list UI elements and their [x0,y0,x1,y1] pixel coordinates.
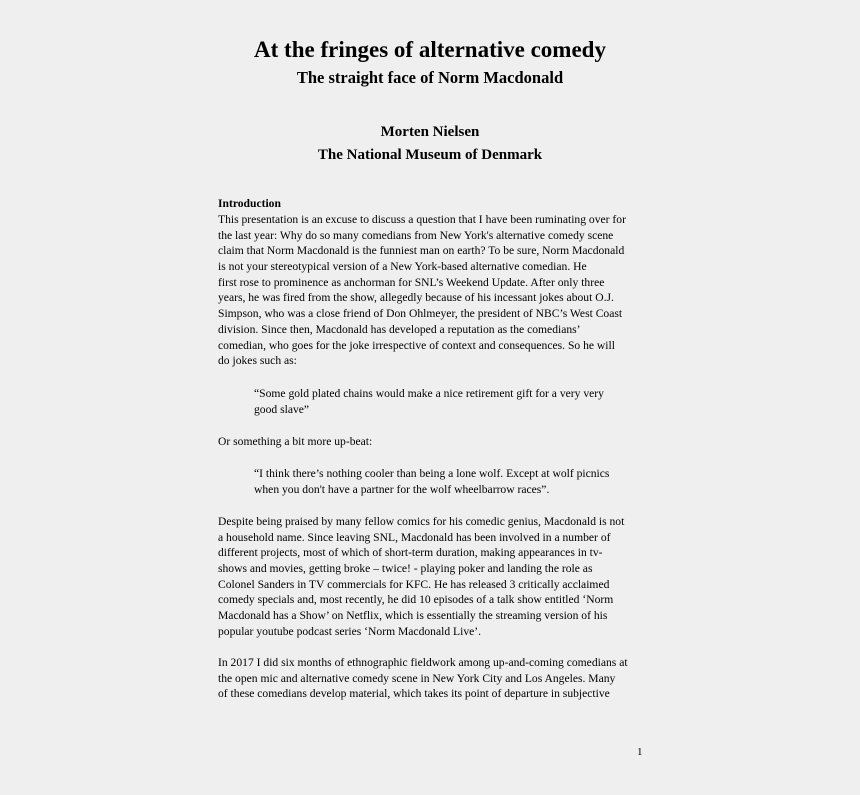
paragraph-line: different projects, most of which of short-term duration, making appearances in tv- [218,546,603,560]
block-quote-1 [254,386,604,417]
paragraph-2 [218,514,624,640]
quote-line: “I think there’s nothing cooler than being a lone wolf. Except at wolf picnics [254,467,610,480]
paragraph-line: popular youtube podcast series ‘Norm Macdonald Live’. [218,624,482,638]
paragraph-line: of these comedians develop material, which takes its point of departure in subjective [218,687,610,701]
paragraph-line: the open mic and alternative comedy scene in New York City and Los Angeles. Many [218,671,616,685]
section-heading-introduction: Introduction [218,197,281,210]
paragraph-line: is not your stereotypical version of a New York-based alternative comedian. He [218,260,587,274]
paragraph-line: a household name. Since leaving SNL, Macdonald has been involved in a number of [218,530,611,544]
paragraph-line: In 2017 I did six months of ethnographic fieldwork among up-and-coming comedians at [218,656,628,669]
block-quote-2 [254,466,609,497]
paragraph-line: Colonel Sanders in TV commercials for KFC. He has released 3 critically acclaimed [218,577,610,591]
paragraph-line: Despite being praised by many fellow comics for his comedic genius, Macdonald is not [218,515,625,528]
document-title: At the fringes of alternative comedy [254,37,606,62]
quote-line: “Some gold plated chains would make a nice retirement gift for a very very [254,387,604,400]
paragraph-line: comedian, who goes for the joke irrespective of context and consequences. So he will [218,338,615,352]
paragraph-line: years, he was fired from the show, allegedly because of his incessant jokes about O.J. [218,291,614,305]
author-affiliation: The National Museum of Denmark [317,147,543,163]
paragraph-line: comedy specials and, most recently, he did 10 episodes of a talk show entitled ‘Norm [218,593,614,607]
transition-line: Or something a bit more up-beat: [218,435,373,448]
quote-line: good slave” [254,402,310,416]
paragraph-line: Simpson, who was a close friend of Don Ohlmeyer, the president of NBC’s West Coast [218,307,623,321]
paragraph-line: first rose to prominence as anchorman for SNL’s Weekend Update. After only three [218,275,605,289]
page-number: 1 [637,746,643,758]
paragraph-line: do jokes such as: [218,354,297,368]
paragraph-line: the last year: Why do so many comedians from New York's alternative comedy scene [218,228,614,242]
paragraph-line: claim that Norm Macdonald is the funniest man on earth? To be sure, Norm Macdonald [218,244,625,258]
author-name: Morten Nielsen [380,124,480,140]
paragraph-line: shows and movies, getting broke – twice! - playing poker and landing the role as [218,562,593,576]
document-subtitle: The straight face of Norm Macdonald [296,68,564,87]
paragraph-line: Macdonald has a Show’ on Netflix, which is essentially the streaming version of his [218,609,608,623]
paragraph-line: division. Since then, Macdonald has developed a reputation as the comedians’ [218,322,581,336]
quote-line: when you don't have a partner for the wolf wheelbarrow races”. [254,482,550,496]
paragraph-3 [218,655,628,702]
paragraph-1 [218,212,626,369]
paragraph-line: This presentation is an excuse to discuss a question that I have been ruminating over for [218,213,626,226]
